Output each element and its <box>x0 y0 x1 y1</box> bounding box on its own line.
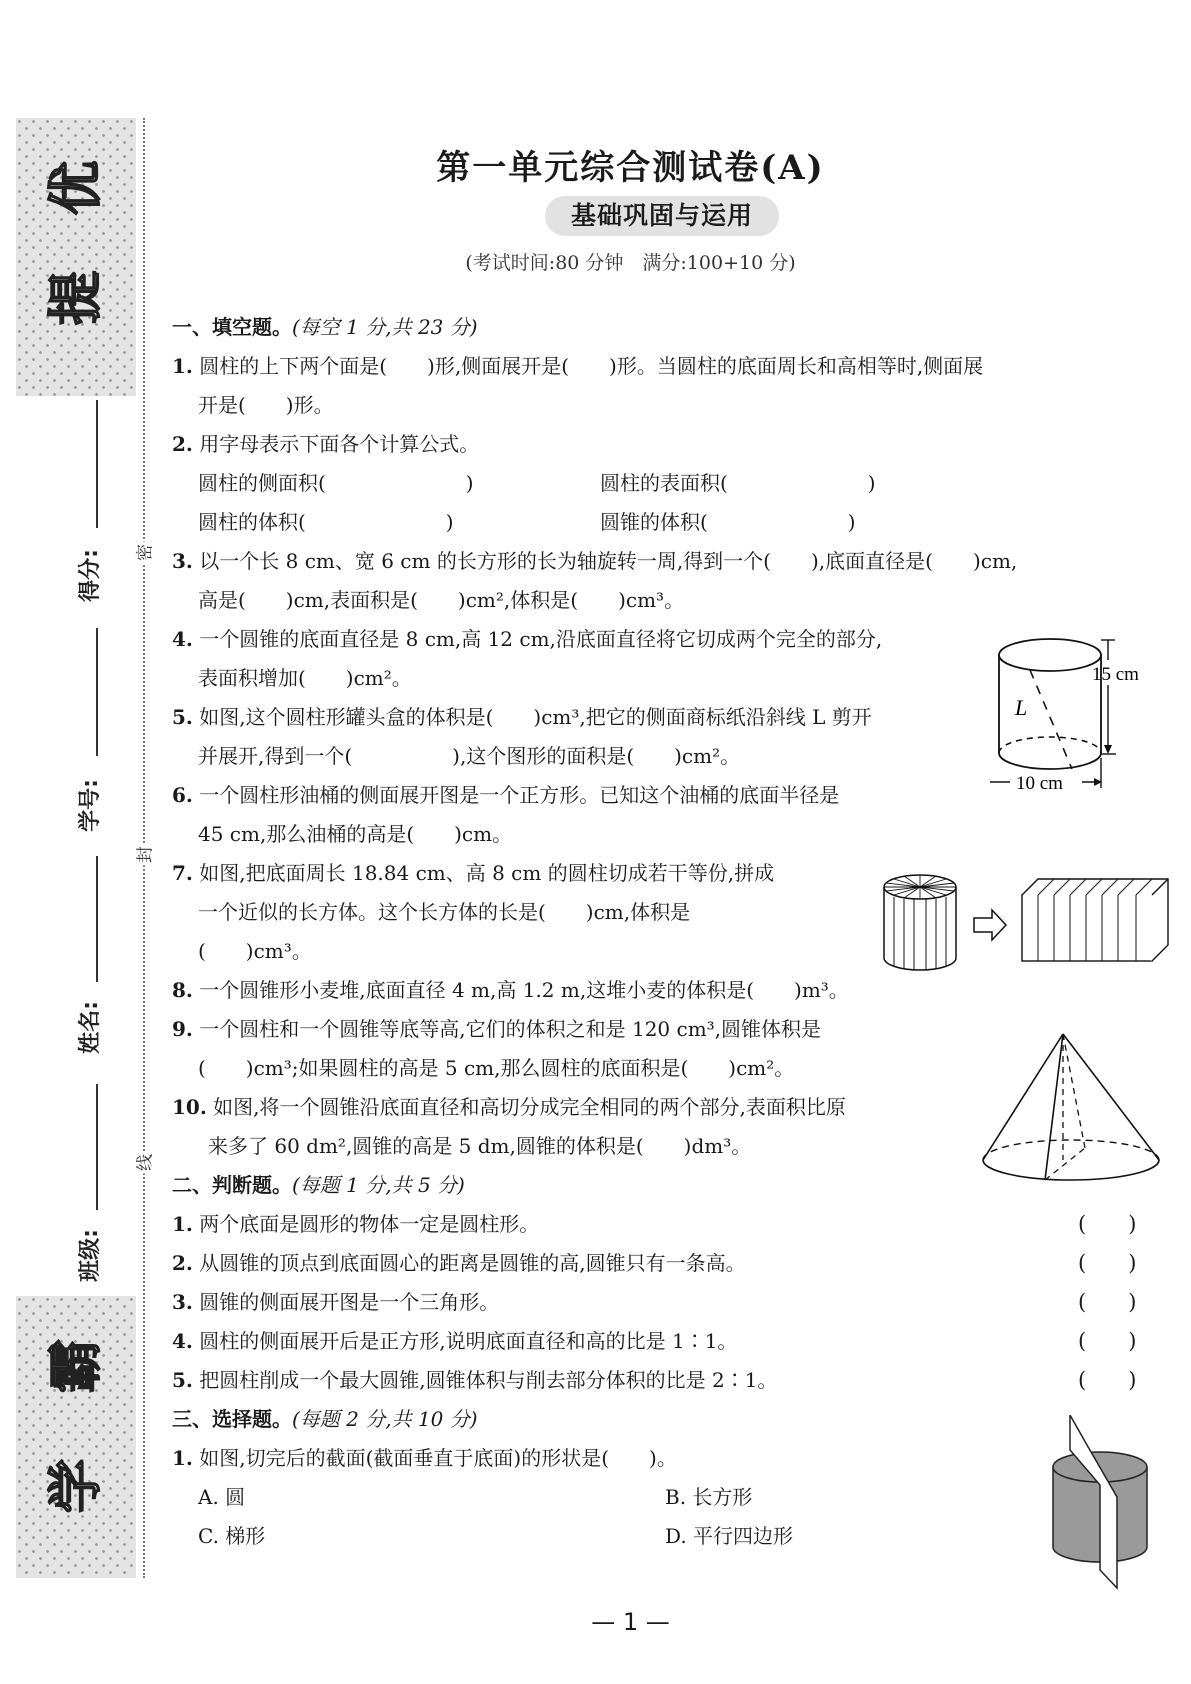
q5-line2: 并展开,得到一个( ),这个图形的面积是( )cm²。 <box>198 744 741 768</box>
sidebar-char-xue: 学 <box>44 1459 107 1513</box>
choice-q1-option-b[interactable]: B. 长方形 <box>665 1485 753 1509</box>
q1-line2: 开是( )形。 <box>198 393 334 417</box>
class-field-line[interactable] <box>96 1084 98 1210</box>
judge-q1-num: 1. <box>172 1212 193 1236</box>
choice-q1-text: 如图,切完后的截面(截面垂直于底面)的形状是( )。 <box>199 1446 677 1470</box>
judge-q2-answer-box[interactable]: ( ) <box>1078 1251 1137 1275</box>
sidebar-char-you: 优 <box>44 161 107 215</box>
q2-num: 2. <box>172 432 193 456</box>
q7-line1 <box>172 859 774 887</box>
judge-q4 <box>172 1327 737 1355</box>
section1-heading: 一、填空题。 <box>172 315 292 339</box>
judge-q5-answer-box[interactable]: ( ) <box>1078 1368 1137 1392</box>
figure-cylinder-cross-section <box>1040 1415 1150 1590</box>
name-field-line[interactable] <box>96 856 98 982</box>
seal-char-feng: 封 <box>131 844 156 866</box>
judge-q1 <box>172 1210 539 1238</box>
q8-text1: 一个圆锥形小麦堆,底面直径 4 m,高 1.2 m,这堆小麦的体积是( )m³。 <box>199 978 849 1002</box>
judge-q1-answer-box[interactable]: ( ) <box>1078 1212 1137 1236</box>
sidebar-char-ti: 提 <box>44 271 107 325</box>
judge-q1-text: 两个底面是圆形的物体一定是圆柱形。 <box>199 1212 540 1236</box>
judge-q3 <box>172 1288 499 1316</box>
q10-line2: 来多了 60 dm²,圆锥的高是 5 dm,圆锥的体积是( )dm³。 <box>208 1134 752 1158</box>
judge-q2 <box>172 1249 746 1277</box>
figure-label-L: L <box>1015 695 1028 720</box>
seal-char-xian: 线 <box>131 1152 156 1174</box>
section3-heading: 三、选择题。 <box>172 1407 292 1431</box>
figure-height-label: 15 cm <box>1092 664 1139 685</box>
class-label: 班级: <box>77 1229 103 1282</box>
q9-line2: ( )cm³;如果圆柱的高是 5 cm,那么圆柱的底面积是( )cm²。 <box>198 1056 795 1080</box>
q4-text1: 一个圆锥的底面直径是 8 cm,高 12 cm,沿底面直径将它切成两个完全的部分, <box>199 627 883 651</box>
figure-cylinder-can <box>990 630 1180 800</box>
q8-line1 <box>172 976 849 1004</box>
section3-header <box>172 1405 478 1433</box>
q7-num: 7. <box>172 861 193 885</box>
q6-line2: 45 cm,那么油桶的高是( )cm。 <box>198 822 513 846</box>
q9-text1: 一个圆柱和一个圆锥等底等高,它们的体积之和是 120 cm³,圆锥体积是 <box>199 1017 822 1041</box>
q6-line1 <box>172 781 839 809</box>
seal-char-mi: 密 <box>131 542 156 564</box>
judge-q3-text: 圆锥的侧面展开图是一个三角形。 <box>199 1290 500 1314</box>
name-label: 姓名: <box>77 1001 103 1054</box>
section1-header <box>172 313 478 341</box>
q4-num: 4. <box>172 627 193 651</box>
judge-q5-num: 5. <box>172 1368 193 1392</box>
judge-q2-num: 2. <box>172 1251 193 1275</box>
q10-num: 10. <box>172 1095 207 1119</box>
judge-q5-text: 把圆柱削成一个最大圆锥,圆锥体积与削去部分体积的比是 2∶1。 <box>199 1368 778 1392</box>
q6-text1: 一个圆柱形油桶的侧面展开图是一个正方形。已知这个油桶的底面半径是 <box>199 783 840 807</box>
q5-num: 5. <box>172 705 193 729</box>
page-title: 第一单元综合测试卷(A) <box>436 148 825 188</box>
section2-heading: 二、判断题。 <box>172 1173 292 1197</box>
score-field-line[interactable] <box>96 400 98 528</box>
q9-line1 <box>172 1015 821 1043</box>
sidebar-char-ba: 霸 <box>44 1339 107 1393</box>
sidebar-decor-bottom <box>16 1296 136 1578</box>
judge-q4-text: 圆柱的侧面展开后是正方形,说明底面直径和高的比是 1∶1。 <box>199 1329 738 1353</box>
q2-formula-surface-cylinder: 圆柱的表面积( ) <box>600 471 876 495</box>
student-id-field-line[interactable] <box>96 628 98 756</box>
q2-formula-volume-cone: 圆锥的体积( ) <box>600 510 856 534</box>
q4-line2: 表面积增加( )cm²。 <box>198 666 412 690</box>
judge-q5 <box>172 1366 777 1394</box>
section1-note: (每空 1 分,共 23 分) <box>292 315 478 339</box>
q2-text1: 用字母表示下面各个计算公式。 <box>199 432 480 456</box>
judge-q4-num: 4. <box>172 1329 193 1353</box>
section3-note: (每题 2 分,共 10 分) <box>292 1407 478 1431</box>
q6-num: 6. <box>172 783 193 807</box>
q10-text1: 如图,将一个圆锥沿底面直径和高切分成完全相同的两个部分,表面积比原 <box>213 1095 846 1119</box>
choice-q1 <box>172 1444 677 1472</box>
q3-num: 3. <box>172 549 193 573</box>
q8-num: 8. <box>172 978 193 1002</box>
figure-diameter-label: 10 cm <box>1016 773 1063 794</box>
section2-note: (每题 1 分,共 5 分) <box>292 1173 465 1197</box>
judge-q3-answer-box[interactable]: ( ) <box>1078 1290 1137 1314</box>
q4-line1 <box>172 625 882 653</box>
score-label: 得分: <box>77 549 103 602</box>
choice-q1-option-d[interactable]: D. 平行四边形 <box>665 1524 794 1548</box>
q3-text1: 以一个长 8 cm、宽 6 cm 的长方形的长为轴旋转一周,得到一个( ),底面直径是( )cm, <box>199 549 1018 573</box>
q2-formula-lateral-cylinder: 圆柱的侧面积( ) <box>198 471 474 495</box>
q1-num: 1. <box>172 354 193 378</box>
figure-cone-split <box>975 1030 1165 1190</box>
q1-line1 <box>172 352 983 380</box>
figure-cylinder-to-cuboid <box>880 870 1180 980</box>
q10-line1 <box>172 1093 846 1121</box>
q9-num: 9. <box>172 1017 193 1041</box>
judge-q2-text: 从圆锥的顶点到底面圆心的距离是圆锥的高,圆锥只有一条高。 <box>199 1251 746 1275</box>
q1-text1: 圆柱的上下两个面是( )形,侧面展开是( )形。当圆柱的底面周长和高相等时,侧面展 <box>199 354 984 378</box>
q2-formula-volume-cylinder: 圆柱的体积( ) <box>198 510 454 534</box>
q3-line1 <box>172 547 1017 575</box>
choice-q1-option-a[interactable]: A. 圆 <box>198 1485 246 1509</box>
exam-info: (考试时间:80 分钟 满分:100+10 分) <box>465 252 796 274</box>
student-id-label: 学号: <box>77 779 103 832</box>
judge-q4-answer-box[interactable]: ( ) <box>1078 1329 1137 1353</box>
choice-q1-option-c[interactable]: C. 梯形 <box>198 1524 266 1548</box>
judge-q3-num: 3. <box>172 1290 193 1314</box>
page-number: — 1 — <box>591 1608 670 1636</box>
q5-text1: 如图,这个圆柱形罐头盒的体积是( )cm³,把它的侧面商标纸沿斜线 L 剪开 <box>199 705 872 729</box>
q7-line3: ( )cm³。 <box>198 939 312 963</box>
choice-q1-num: 1. <box>172 1446 193 1470</box>
section2-header <box>172 1171 465 1199</box>
q7-line2: 一个近似的长方体。这个长方体的长是( )cm,体积是 <box>198 900 691 924</box>
subtitle-badge: 基础巩固与运用 <box>545 196 779 236</box>
q2-line1 <box>172 430 479 458</box>
q3-line2: 高是( )cm,表面积是( )cm²,体积是( )cm³。 <box>198 588 685 612</box>
q7-text1: 如图,把底面周长 18.84 cm、高 8 cm 的圆柱切成若干等份,拼成 <box>199 861 775 885</box>
q5-line1 <box>172 703 872 731</box>
